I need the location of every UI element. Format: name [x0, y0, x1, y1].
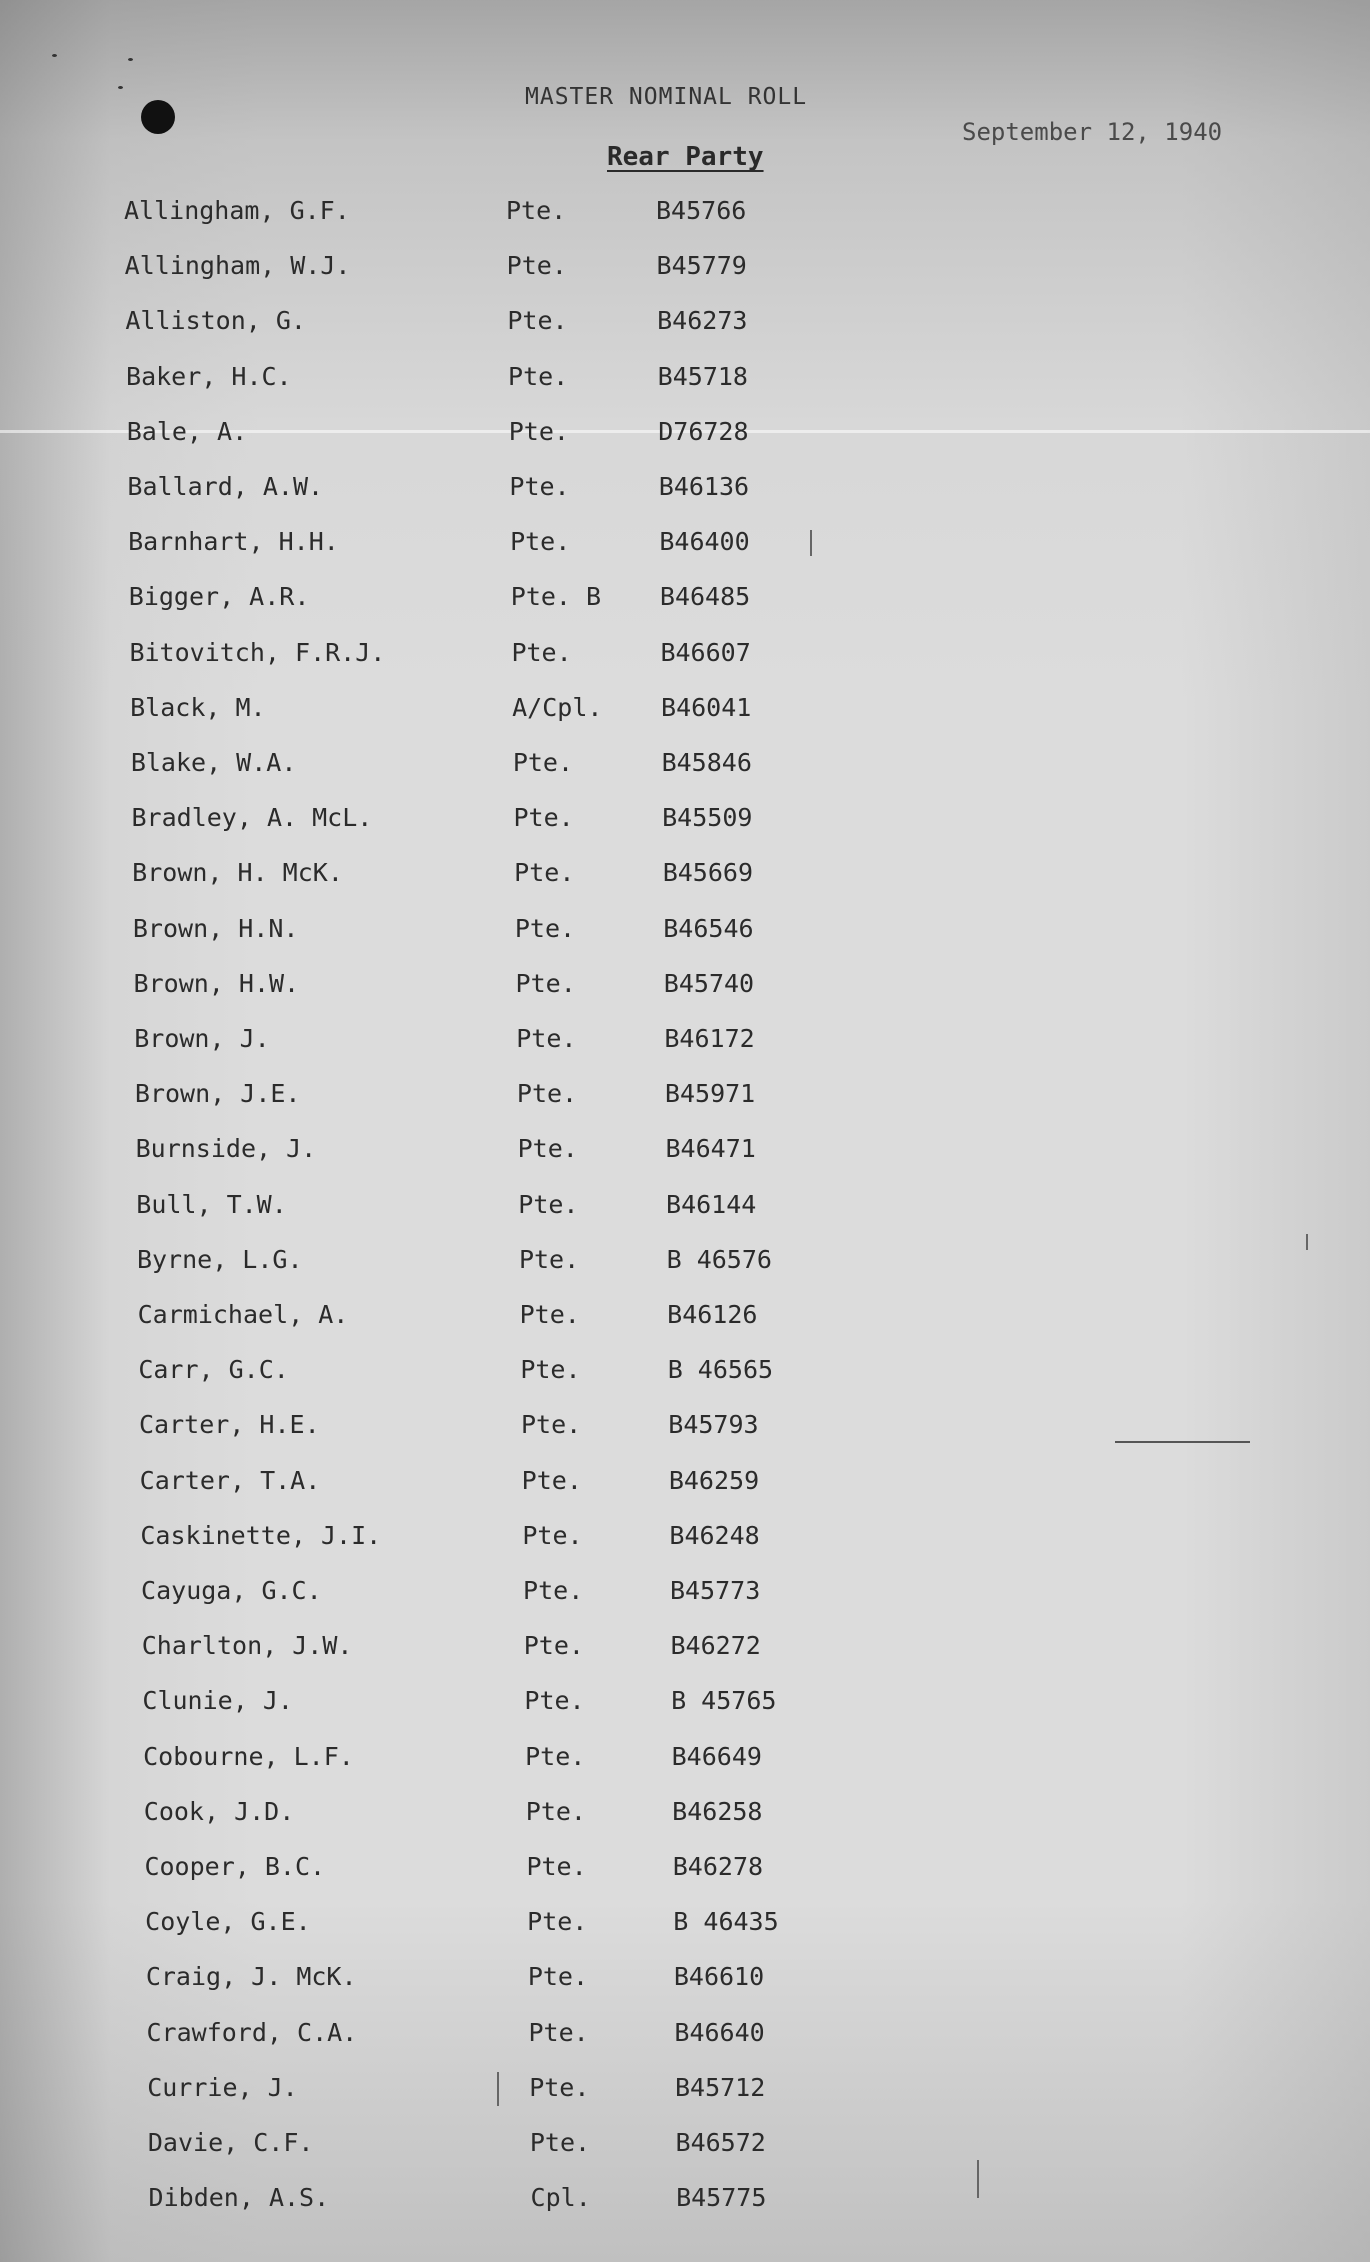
soldier-name: Bitovitch, F.R.J.: [129, 637, 386, 667]
regimental-number: B45793: [668, 1410, 759, 1440]
roll-entry: [0, 969, 1000, 1005]
regimental-number: B45712: [674, 2072, 766, 2102]
soldier-name: Baker, H.C.: [126, 361, 292, 391]
regimental-number: B46572: [675, 2128, 766, 2157]
regimental-number: B46640: [674, 2017, 765, 2047]
roll-entry: [0, 1907, 1000, 1943]
soldier-rank: Pte.: [527, 1962, 589, 1992]
regimental-number: B46259: [668, 1465, 760, 1495]
soldier-name: Brown, H.W.: [133, 968, 300, 998]
soldier-name: Coyle, G.E.: [145, 1907, 311, 1937]
soldier-rank: Pte.: [521, 1410, 582, 1440]
roll-entry: [0, 1300, 1000, 1336]
roll-entry: [0, 1962, 1000, 1998]
regimental-number: B46546: [663, 913, 754, 943]
soldier-rank: Pte.: [529, 2072, 590, 2102]
soldier-name: Charlton, J.W.: [141, 1631, 353, 1661]
soldier-rank: Pte.: [518, 1189, 579, 1219]
regimental-number: B46126: [667, 1300, 758, 1329]
soldier-rank: Pte.: [509, 472, 570, 501]
roll-entry: [0, 2183, 1000, 2219]
regimental-number: B45766: [656, 196, 747, 225]
stray-mark: [810, 530, 812, 556]
page-title: MASTER NOMINAL ROLL: [525, 84, 808, 110]
soldier-name: Bigger, A.R.: [128, 582, 310, 612]
soldier-rank: Pte.: [514, 858, 575, 888]
roll-entry: [0, 1576, 1000, 1612]
soldier-name: Davie, C.F.: [147, 2128, 314, 2157]
roll-entry: [0, 1410, 1000, 1446]
soldier-name: Carmichael, A.: [137, 1300, 349, 1329]
roll-entry: [0, 417, 1000, 453]
soldier-name: Blake, W.A.: [130, 748, 297, 777]
roll-entry: [0, 582, 1000, 618]
regimental-number: B45971: [664, 1079, 756, 1109]
roll-entry: [0, 638, 1000, 674]
regimental-number: B46272: [670, 1631, 761, 1661]
soldier-rank: Pte.: [518, 1244, 580, 1274]
soldier-name: Craig, J. McK.: [145, 1962, 357, 1992]
soldier-rank: Pte.: [519, 1300, 580, 1329]
roll-entry: [0, 1466, 1000, 1502]
roll-entry: [0, 2018, 1000, 2054]
roll-entry: [0, 251, 1000, 287]
soldier-name: Black, M.: [130, 692, 266, 722]
roll-entry: [0, 748, 1000, 784]
soldier-rank: Pte.: [529, 2128, 591, 2157]
regimental-number: B45509: [662, 803, 753, 833]
regimental-number: B46607: [660, 637, 751, 667]
soldier-name: Alliston, G.: [125, 306, 306, 336]
ink-speck: [52, 54, 57, 57]
soldier-name: Brown, J.E.: [134, 1079, 301, 1109]
roll-entry: [0, 196, 1000, 232]
soldier-rank: A/Cpl.: [512, 692, 603, 722]
soldier-name: Cobourne, L.F.: [143, 1741, 354, 1771]
regimental-number: B46172: [664, 1024, 755, 1053]
roll-entry: [0, 1024, 1000, 1060]
soldier-rank: Pte.: [516, 1024, 577, 1053]
soldier-name: Byrne, L.G.: [136, 1244, 303, 1274]
soldier-rank: Pte.: [508, 416, 569, 446]
soldier-rank: Pte.: [525, 1796, 586, 1826]
regimental-number: B 46435: [673, 1907, 779, 1937]
soldier-name: Carter, H.E.: [139, 1410, 320, 1440]
soldier-name: Carter, T.A.: [139, 1465, 321, 1495]
regimental-number: B46400: [659, 527, 750, 557]
soldier-rank: Pte.: [511, 637, 572, 667]
roll-entry: [0, 914, 1000, 950]
soldier-name: Currie, J.: [147, 2072, 298, 2102]
roll-entry: [0, 306, 1000, 342]
soldier-rank: Pte.: [528, 2017, 589, 2047]
regimental-number: B46248: [669, 1520, 760, 1550]
regimental-number: B46136: [658, 472, 750, 501]
roll-entry: [0, 1631, 1000, 1667]
roll-entry: [0, 693, 1000, 729]
stray-mark: [1306, 1234, 1308, 1250]
document-date: September 12, 1940: [962, 118, 1223, 146]
soldier-name: Crawford, C.A.: [146, 2017, 358, 2047]
roll-entry: [0, 1742, 1000, 1778]
regimental-number: B45740: [663, 968, 755, 998]
roll-entry: [0, 1521, 1000, 1557]
regimental-number: B46144: [666, 1189, 757, 1219]
regimental-number: B46471: [665, 1134, 756, 1164]
regimental-number: B 45765: [671, 1686, 777, 1716]
ink-speck: [118, 86, 123, 89]
regimental-number: B46485: [659, 582, 751, 612]
soldier-name: Dibden, A.S.: [148, 2183, 330, 2213]
soldier-rank: Pte.: [520, 1355, 581, 1385]
roll-entry: [0, 1852, 1000, 1888]
regimental-number: B46610: [673, 1962, 765, 1992]
soldier-rank: Pte.: [516, 1079, 578, 1109]
stray-mark: [1115, 1441, 1250, 1443]
soldier-name: Bull, T.W.: [136, 1189, 287, 1219]
roll-entry: [0, 527, 1000, 563]
regimental-number: B45775: [676, 2183, 767, 2213]
soldier-name: Caskinette, J.I.: [140, 1520, 382, 1550]
regimental-number: B45718: [657, 361, 748, 391]
roll-entry: [0, 362, 1000, 398]
soldier-rank: Pte.: [523, 1576, 584, 1605]
soldier-name: Bradley, A. McL.: [131, 803, 373, 833]
soldier-name: Cayuga, G.C.: [141, 1576, 322, 1605]
soldier-name: Bale, A.: [126, 416, 248, 446]
soldier-rank: Pte.: [510, 527, 571, 557]
soldier-rank: Pte.: [524, 1686, 585, 1716]
party-heading: Rear Party: [607, 142, 764, 172]
soldier-rank: Pte.: [515, 968, 576, 998]
soldier-rank: Pte.: [523, 1631, 584, 1661]
soldier-rank: Pte.: [517, 1134, 578, 1164]
regimental-number: B46278: [672, 1852, 764, 1881]
regimental-number: B 46576: [666, 1244, 772, 1274]
soldier-name: Brown, J.: [134, 1024, 270, 1053]
soldier-rank: Pte.: [513, 803, 574, 833]
regimental-number: B45779: [656, 251, 747, 281]
roll-entry: [0, 472, 1000, 508]
regimental-number: B 46565: [667, 1355, 774, 1385]
regimental-number: B46649: [671, 1741, 762, 1771]
soldier-name: Ballard, A.W.: [127, 472, 324, 501]
soldier-name: Brown, H.N.: [132, 913, 299, 943]
regimental-number: B45669: [662, 858, 753, 888]
roll-entry: [0, 1797, 1000, 1833]
soldier-rank: Pte.: [522, 1520, 583, 1550]
soldier-rank: Pte.: [527, 1907, 588, 1937]
roll-entry: [0, 1134, 1000, 1170]
soldier-name: Burnside, J.: [135, 1134, 317, 1164]
soldier-name: Allingham, W.J.: [124, 251, 351, 281]
regimental-number: B46273: [657, 306, 748, 336]
soldier-name: Barnhart, H.H.: [128, 527, 339, 557]
regimental-number: B45846: [661, 748, 752, 777]
soldier-rank: Cpl.: [530, 2183, 591, 2213]
soldier-name: Carr, G.C.: [138, 1355, 289, 1385]
soldier-rank: Pte.: [506, 196, 567, 225]
roll-entry: [0, 1355, 1000, 1391]
roll-entry: [0, 803, 1000, 839]
punch-hole: [141, 100, 175, 134]
soldier-name: Clunie, J.: [142, 1686, 293, 1716]
roll-entry: [0, 2073, 1000, 2109]
soldier-rank: Pte.: [521, 1465, 582, 1495]
stray-mark: [497, 2072, 499, 2106]
roll-entry: [0, 2128, 1000, 2164]
regimental-number: B46041: [661, 692, 752, 722]
regimental-number: B46258: [672, 1796, 763, 1826]
soldier-rank: Pte.: [508, 361, 569, 391]
soldier-rank: Pte.: [525, 1741, 586, 1771]
roll-entry: [0, 1245, 1000, 1281]
stray-mark: [977, 2160, 979, 2198]
ink-speck: [128, 58, 133, 61]
regimental-number: D76728: [658, 416, 749, 446]
roll-entry: [0, 858, 1000, 894]
soldier-rank: Pte.: [507, 306, 568, 336]
roll-entry: [0, 1079, 1000, 1115]
soldier-rank: Pte.: [512, 748, 574, 777]
soldier-rank: Pte.: [514, 913, 576, 943]
soldier-rank: Pte.: [526, 1852, 587, 1881]
soldier-name: Cook, J.D.: [143, 1796, 295, 1826]
soldier-name: Cooper, B.C.: [144, 1852, 326, 1881]
soldier-name: Brown, H. McK.: [132, 858, 343, 888]
soldier-name: Allingham, G.F.: [124, 196, 350, 225]
roll-entry: [0, 1190, 1000, 1226]
roll-entry: [0, 1686, 1000, 1722]
soldier-rank: Pte.: [506, 251, 567, 281]
regimental-number: B45773: [669, 1576, 761, 1605]
soldier-rank: Pte. B: [510, 582, 602, 612]
